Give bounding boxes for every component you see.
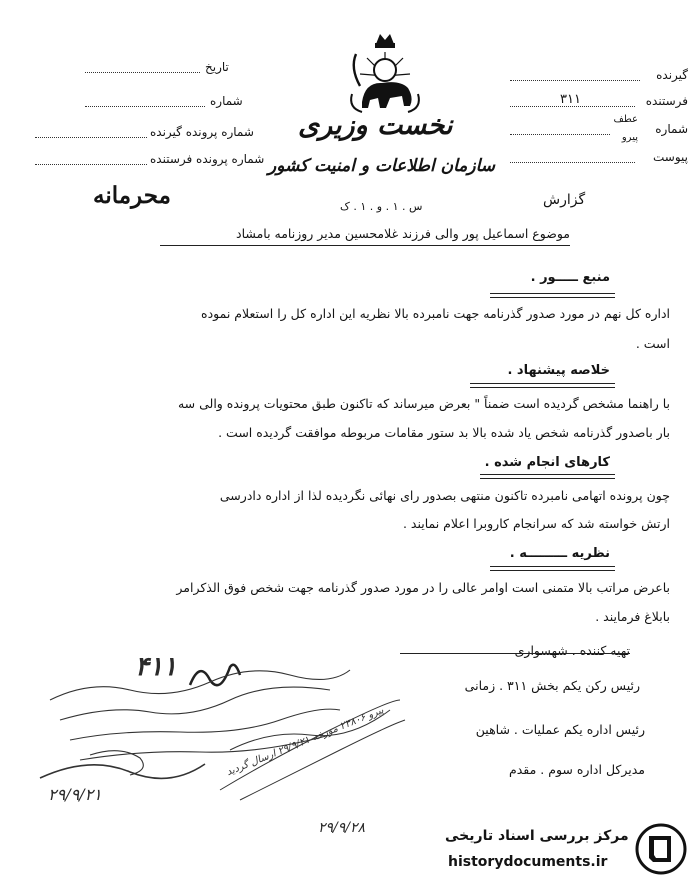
source-title-underline [490, 293, 615, 298]
reference-word: عطف [613, 114, 638, 125]
opinion-title-underline [490, 566, 615, 571]
opinion-line-1: باعرض مراتب بالا متمنی است اوامر عالی را در مورد صدور گذرنامه جهت شخص فوق الذکرامر [176, 580, 670, 595]
preparer-underline [400, 653, 630, 654]
number-left-dotted-line [85, 106, 205, 107]
sender-value: ۳۱۱ [560, 92, 581, 107]
attachment-label: پیوست [653, 150, 688, 164]
organization-title: سازمان اطلاعات و امنیت کشور [268, 156, 496, 176]
actions-line-2: ارتش خواسته شد که سرانجام کاروبرا اعلام نمایند . [402, 516, 670, 531]
date-dotted-line [85, 72, 200, 73]
unit-head-line: رئیس رکن یکم بخش ۳۱۱ . زمانی [464, 678, 640, 693]
watermark-title: مرکز بررسی اسناد تاریخی [445, 828, 629, 844]
sender-file-dotted-line [35, 164, 147, 165]
sender-label: فرستنده [645, 94, 688, 108]
number-dotted-line [510, 134, 610, 135]
actions-title: کارهای انجام شده . [484, 455, 610, 470]
recipient-label: گیرنده [656, 68, 688, 82]
actions-line-1: چون پرونده اتهامی نامبرده تاکنون منتهی بصدور رای نهائی نگردیده لذا از اداره دادرسی [219, 488, 670, 503]
ministry-title: نخست وزیری [298, 110, 453, 141]
director-line: مدیرکل اداره سوم . مقدم [508, 762, 645, 777]
attachment-dotted-line [510, 162, 635, 163]
sender-file-label: شماره پرونده فرستنده [150, 152, 265, 166]
date-label: تاریخ [205, 60, 229, 74]
recipient-dotted-line [510, 80, 640, 81]
preparer-line: تهیه کننده . شهسواری [514, 643, 630, 658]
follow-up-word: پیرو [621, 132, 638, 143]
archive-logo-icon [632, 820, 690, 878]
actions-title-underline [480, 474, 615, 479]
watermark-url: historydocuments.ir [448, 854, 608, 870]
opinion-line-2: بابلاغ فرمایند . [595, 609, 670, 624]
source-line-2: است . [635, 336, 670, 351]
handwritten-date-2: ۲۹/۹/۲۸ [318, 820, 366, 836]
source-title: منبع ـــــور . [530, 270, 610, 285]
subject-underline [160, 245, 570, 246]
summary-line-1: با راهنما مشخص گردیده است ضمناً " بعرض میرساند که تاکنون طبق محتویات پرونده والی سه [177, 396, 670, 411]
source-line-1: اداره کل نهم در مورد صدور گذرنامه جهت نامبرده بالا نظریه این اداره کل را استعلام نموده [201, 306, 670, 321]
summary-title: خلاصه پیشنهاد . [507, 363, 610, 378]
operations-head-line: رئیس اداره یکم عملیات . شاهین [475, 722, 645, 737]
lion-and-sun-emblem [340, 28, 430, 114]
handwritten-date-1: ۲۹/۹/۲۱ [48, 785, 102, 804]
marginal-note: پیرو ۲۳۸۰۶ مورخه ۲۹/۹/۲۱ ارسال گردید [225, 704, 386, 779]
subject-line: موضوع اسماعیل پور والی فرزند غلامحسین مدیر روزنامه بامشاد [236, 226, 570, 241]
recipient-file-dotted-line [35, 137, 147, 138]
preparer-mark: ۴۱۱ [135, 652, 177, 682]
classification-stamp: محرمانه [93, 182, 171, 209]
number-label-left: شماره [210, 94, 243, 108]
recipient-file-label: شماره پرونده گیرنده [150, 125, 254, 139]
report-label: گزارش [543, 192, 586, 208]
summary-line-2: بار باصدور گذرنامه شخص یاد شده بالا بد ستور مقامات مربوطه موافقت گردیده است . [218, 425, 670, 440]
opinion-title: نظریه ـــــــــه . [509, 546, 610, 561]
number-label-right: شماره [655, 122, 688, 136]
summary-title-underline [470, 383, 615, 388]
department-code: س . ۱ . و . ۱ . ک [340, 200, 423, 213]
